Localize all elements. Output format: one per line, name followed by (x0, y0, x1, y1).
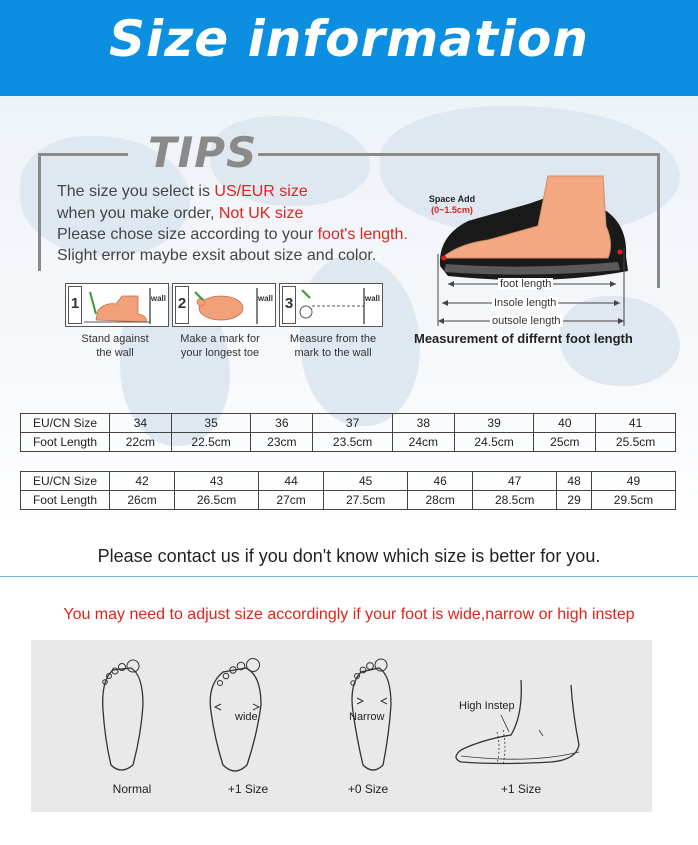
wide-label: wide (235, 711, 258, 723)
tip-text: Please chose size according to your (57, 226, 318, 243)
size-cell: 35 (171, 414, 251, 433)
size-cell: 42 (110, 472, 175, 491)
table-row (21, 414, 676, 433)
space-add-range: (0~1.5cm) (431, 205, 473, 215)
length-cell: 25cm (534, 433, 596, 452)
size-cell: 39 (454, 414, 534, 433)
caption-line: the wall (96, 347, 134, 359)
length-cell: 27cm (259, 491, 324, 510)
length-cell: 26cm (110, 491, 175, 510)
tips-frame-line (657, 153, 660, 288)
measure-ruler-icon (280, 284, 384, 328)
table-row (21, 491, 676, 510)
tip-highlight: US/EUR size (214, 183, 308, 200)
size-cell: 40 (534, 414, 596, 433)
tip-highlight: Not UK size (218, 205, 304, 222)
narrow-label: Narrow (349, 711, 385, 723)
caption-line: Measure from the (289, 333, 377, 345)
length-cell: 28.5cm (473, 491, 557, 510)
size-cell: 41 (596, 414, 676, 433)
wall-label: wall (150, 294, 166, 303)
size-cell: 37 (313, 414, 393, 433)
space-add-text: Space Add (428, 194, 476, 204)
measurement-caption: Measurement of differnt foot length (414, 331, 633, 346)
foot-caption-narrow: +0 Size (347, 782, 389, 796)
page-title: Size information (109, 10, 589, 68)
adjust-size-notice: You may need to adjust size accordingly if your foot is wide,narrow or high instep (63, 606, 635, 623)
tips-title: TIPS (148, 128, 258, 177)
tip-highlight: foot's length. (317, 226, 408, 243)
length-cell: 22cm (110, 433, 172, 452)
length-cell: 23cm (251, 433, 313, 452)
step-1-illustration (65, 283, 169, 327)
foot-caption-wide: +1 Size (227, 782, 269, 796)
tips-frame-line (38, 153, 41, 271)
tips-frame-line (38, 153, 128, 156)
high-instep-label: High Instep (459, 700, 515, 712)
foot-length-label: foot length (500, 278, 552, 290)
foot-caption-normal: Normal (112, 782, 152, 796)
length-cell: 27.5cm (324, 491, 408, 510)
step-2-caption (165, 332, 275, 360)
step-1-caption (60, 332, 170, 360)
size-cell: 43 (175, 472, 259, 491)
size-table-1 (20, 413, 676, 452)
size-table-2 (20, 471, 676, 510)
wall-label: wall (364, 294, 380, 303)
length-cell: 23.5cm (313, 433, 393, 452)
wall-label: wall (257, 294, 273, 303)
foot-against-wall-icon (66, 284, 170, 328)
size-cell: 36 (251, 414, 313, 433)
caption-line: Stand against (81, 333, 149, 345)
step-2-illustration (172, 283, 276, 327)
size-cell: 45 (324, 472, 408, 491)
tip-text: when you make order, (57, 205, 219, 222)
length-cell: 22.5cm (171, 433, 251, 452)
length-cell: 26.5cm (175, 491, 259, 510)
insole-length-label: Insole length (494, 297, 557, 309)
length-cell: 29 (557, 491, 592, 510)
step-number: 3 (282, 286, 296, 324)
table-header-cell: Foot Length (21, 433, 110, 452)
length-cell: 24cm (392, 433, 454, 452)
size-cell: 46 (408, 472, 473, 491)
size-cell: 49 (591, 472, 675, 491)
mark-toe-icon (173, 284, 277, 328)
caption-line: your longest toe (180, 347, 260, 359)
tip-line-4: Slight error maybe exsit about size and color. (57, 247, 377, 264)
tip-line-1 (57, 183, 308, 201)
size-cell: 44 (259, 472, 324, 491)
tip-line-3 (57, 226, 408, 244)
step-3-illustration (279, 283, 383, 327)
size-cell: 47 (473, 472, 557, 491)
tip-text: The size you select is (57, 183, 215, 200)
foot-caption-high-instep: +1 Size (500, 782, 542, 796)
size-cell: 48 (557, 472, 592, 491)
divider (0, 576, 698, 577)
tip-line-2 (57, 205, 303, 223)
length-cell: 29.5cm (591, 491, 675, 510)
tips-frame-line (258, 153, 660, 156)
outsole-length-label: outsole length (492, 315, 561, 327)
table-header-cell: EU/CN Size (21, 472, 110, 491)
caption-line: Make a mark for (180, 333, 260, 345)
length-cell: 25.5cm (596, 433, 676, 452)
header-banner (0, 0, 698, 96)
contact-notice: Please contact us if you don't know which size is better for you. (97, 546, 601, 566)
table-header-cell: Foot Length (21, 491, 110, 510)
table-row (21, 433, 676, 452)
length-cell: 28cm (408, 491, 473, 510)
step-number: 1 (68, 286, 82, 324)
step-number: 2 (175, 286, 189, 324)
table-header-cell: EU/CN Size (21, 414, 110, 433)
size-cell: 34 (110, 414, 172, 433)
caption-line: mark to the wall (294, 347, 372, 359)
table-row (21, 472, 676, 491)
step-3-caption (278, 332, 388, 360)
length-cell: 24.5cm (454, 433, 534, 452)
size-cell: 38 (392, 414, 454, 433)
